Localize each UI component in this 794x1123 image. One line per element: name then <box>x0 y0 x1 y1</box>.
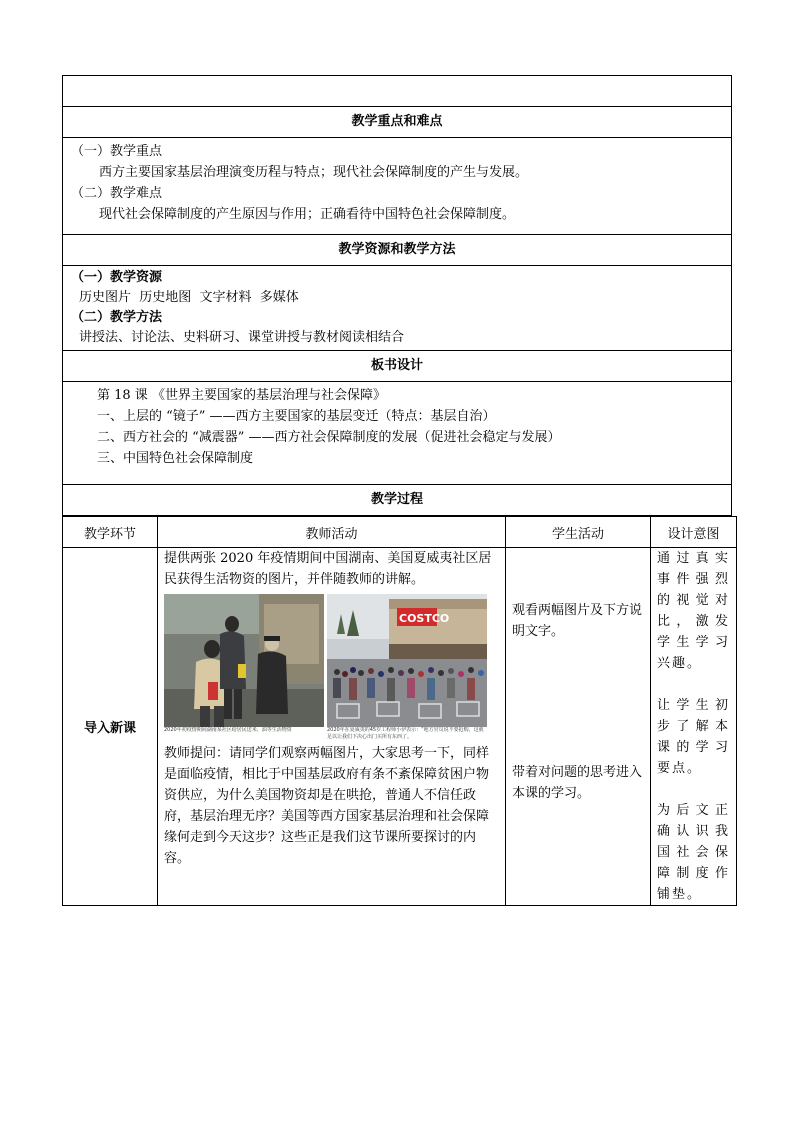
col-header-student: 学生活动 <box>506 517 651 548</box>
teacher-question-text: 教师提问：请同学们观察两幅图片，大家思考一下，同样是面临疫情，相比于中国基层政府有条不紊保障贫困户物资供应，为什么美国物资却是在哄抢，普通人不信任政府，基层治理无序？美国等西方国家基层治理和社会保障缘何走到今天这步？这些正是我们这节课所要探讨的内容。 <box>164 746 490 866</box>
photo-pair <box>164 594 499 741</box>
board-line: 三、中国特色社会保障制度 <box>97 451 254 466</box>
section-header-teaching-process: 教学过程 <box>62 485 732 516</box>
student-activity <box>506 548 651 906</box>
difficulties-title: （二）教学难点 <box>71 186 163 201</box>
photo-block-hunan <box>164 594 324 741</box>
lesson-plan-table <box>62 75 732 906</box>
teacher-activity <box>158 548 506 906</box>
difficulties-text: 现代社会保障制度的产生原因与作用；正确看待中国特色社会保障制度。 <box>99 207 516 222</box>
key-points-title: （一）教学重点 <box>71 144 163 159</box>
design-intent-1: 通过真实事件强烈的视觉对比，激发学生学习兴趣。 <box>657 551 730 671</box>
resources-methods-body <box>62 266 732 351</box>
section-header-board-design: 板书设计 <box>62 351 732 382</box>
methods-text: 讲授法、讨论法、史料研习、课堂讲授与教材阅读相结合 <box>79 330 405 345</box>
process-header-row <box>63 517 737 548</box>
photo-caption-hawaii: 2020年在夏威夷的45岁工程师小伊表示：“地方官员说不要抢购，这就足以让我们下决心出门买所有东西了。 <box>327 727 484 740</box>
resources-title: （一）教学资源 <box>71 270 163 285</box>
teacher-intro-text: 提供两张 2020 年疫情期间中国湖南、美国夏威夷社区居民获得生活物资的图片，并伴随教师的讲解。 <box>164 551 492 587</box>
stage-label: 导入新课 <box>63 548 158 906</box>
board-line: 二、西方社会的 “减震器” ——西方社会保障制度的发展（促进社会稳定与发展） <box>97 430 561 445</box>
svg-text:COSTCO: COSTCO <box>399 612 450 625</box>
col-header-intent: 设计意图 <box>651 517 737 548</box>
design-intent-3: 为后文正确认识我国社会保障制度作铺垫。 <box>657 803 730 902</box>
photo-caption-hunan: 2020年初疫情期间湖南某社区给居民送米、油等生活物资 <box>164 727 292 733</box>
empty-top-row <box>62 75 732 107</box>
col-header-teacher: 教师活动 <box>158 517 506 548</box>
design-intent <box>651 548 737 906</box>
student-activity-1: 观看两幅图片及下方说明文字。 <box>512 603 643 639</box>
photo-block-hawaii <box>327 594 487 741</box>
student-activity-2: 带着对问题的思考进入本课的学习。 <box>512 765 643 801</box>
methods-title: （二）教学方法 <box>71 310 163 325</box>
photo-hawaii-store <box>327 594 487 727</box>
section-header-key-points: 教学重点和难点 <box>62 107 732 138</box>
design-intent-2: 让学生初步了解本课的学习要点。 <box>657 698 730 776</box>
photo-hunan-community <box>164 594 324 727</box>
board-line: 一、上层的 “镜子” ——西方主要国家的基层变迁（特点：基层自治） <box>97 409 496 424</box>
process-table <box>62 516 737 906</box>
process-row-intro <box>63 548 737 906</box>
col-header-stage: 教学环节 <box>63 517 158 548</box>
board-design-body <box>62 382 732 485</box>
section-header-resources-methods: 教学资源和教学方法 <box>62 235 732 266</box>
resources-text: 历史图片 历史地图 文字材料 多媒体 <box>79 290 299 305</box>
key-points-body <box>62 138 732 235</box>
key-points-text: 西方主要国家基层治理演变历程与特点；现代社会保障制度的产生与发展。 <box>99 165 529 180</box>
board-line: 第 18 课 《世界主要国家的基层治理与社会保障》 <box>97 388 386 403</box>
